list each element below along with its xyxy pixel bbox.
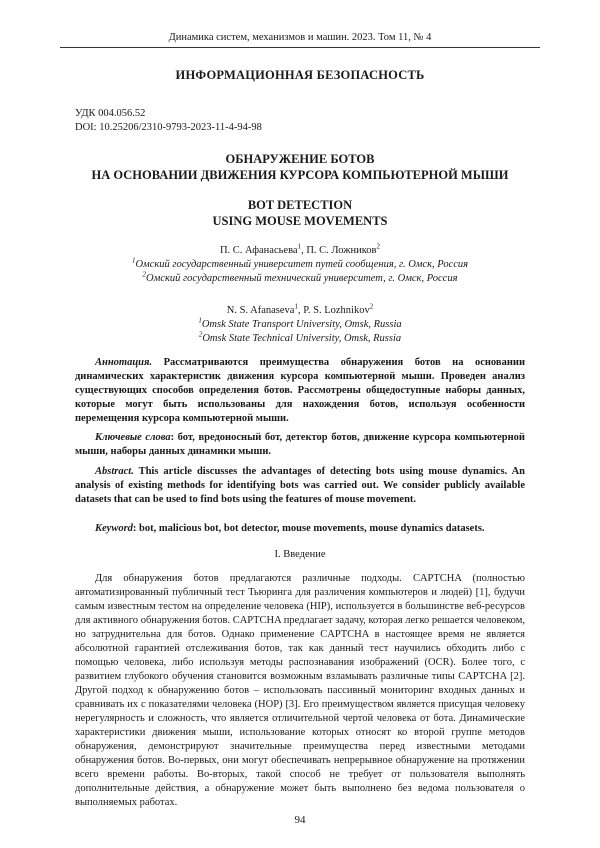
article-identifiers bbox=[75, 107, 262, 135]
affiliation-1-mark: 1 bbox=[132, 257, 136, 265]
running-header: Динамика систем, механизмов и машин. 2023. Том 11, № 4 bbox=[60, 32, 540, 48]
affiliation-2-ru bbox=[60, 272, 540, 286]
authors-ru bbox=[60, 244, 540, 286]
affiliation-1-text: Омский государственный университет путей сообщения, г. Омск, Россия bbox=[135, 259, 468, 270]
keywords-en-text: : bot, malicious bot, bot detector, mouse movements, mouse dynamics datasets. bbox=[133, 523, 485, 534]
abstract-ru bbox=[75, 356, 525, 426]
section-heading-introduction: I. Введение bbox=[0, 549, 600, 560]
author1-name: N. S. Afanaseva bbox=[227, 305, 295, 316]
affiliation-1-text: Omsk State Transport University, Omsk, Russia bbox=[202, 319, 402, 330]
abstract-en-text: This article discusses the advantages of detecting bots using mouse dynamics. An analysis of existing methods for identifying bots was carried out. We consider publicly available datasets that can be used to find bots using the features of mouse movement. bbox=[75, 466, 525, 505]
keywords-en-label: Keyword bbox=[95, 523, 133, 534]
authors-en bbox=[60, 304, 540, 346]
keywords-ru-text: : бот, вредоносный бот, детектор ботов, движение курсора компьютерной мыши, наборы данных динамики мыши. bbox=[75, 432, 525, 457]
author-names-en bbox=[60, 304, 540, 318]
affiliation-1-ru bbox=[60, 258, 540, 272]
author-separator: , bbox=[301, 245, 306, 256]
affiliation-2-text: Omsk State Technical University, Omsk, Russia bbox=[202, 333, 401, 344]
author1-name: П. С. Афанасьева bbox=[220, 245, 298, 256]
abstract-en bbox=[75, 465, 525, 507]
journal-page bbox=[0, 0, 600, 848]
abstract-ru-label: Аннотация. bbox=[95, 357, 152, 368]
affiliation-2-text: Омский государственный технический университет, г. Омск, Россия bbox=[146, 273, 457, 284]
author2-affiliation-mark: 2 bbox=[370, 303, 374, 311]
author2-name: P. S. Lozhnikov bbox=[303, 305, 370, 316]
title-en-line2: USING MOUSE MOVEMENTS bbox=[60, 213, 540, 229]
abstract-en-label: Abstract. bbox=[95, 466, 134, 477]
article-title-en bbox=[60, 197, 540, 229]
section-title: ИНФОРМАЦИОННАЯ БЕЗОПАСНОСТЬ bbox=[0, 68, 600, 83]
title-en-line1: BOT DETECTION bbox=[60, 197, 540, 213]
affiliation-1-en bbox=[60, 318, 540, 332]
title-ru-line2: НА ОСНОВАНИИ ДВИЖЕНИЯ КУРСОРА КОМПЬЮТЕРНОЙ МЫШИ bbox=[60, 167, 540, 183]
author1-affiliation-mark: 1 bbox=[294, 303, 298, 311]
keywords-ru-label: Ключевые слова bbox=[95, 432, 171, 443]
author2-affiliation-mark: 2 bbox=[377, 243, 381, 251]
page-number: 94 bbox=[0, 814, 600, 826]
affiliation-2-mark: 2 bbox=[143, 271, 147, 279]
abstract-ru-text: Рассматриваются преимущества обнаружения ботов на основании динамических характеристик движения курсора компьютерной мыши. Проведен анализ существующих способов определения ботов. Рассмотрены общедоступные наборы данных, которые могут быть использованы для нахождения ботов, используя особенности перемещения курсора компьютерной мыши. bbox=[75, 357, 525, 424]
doi-link[interactable]: DOI: 10.25206/2310-9793-2023-11-4-94-98 bbox=[75, 121, 262, 135]
affiliation-2-en bbox=[60, 332, 540, 346]
author2-name: П. С. Ложников bbox=[306, 245, 376, 256]
article-title-ru bbox=[60, 151, 540, 183]
author-separator: , bbox=[298, 305, 303, 316]
keywords-ru bbox=[75, 431, 525, 459]
affiliation-1-mark: 1 bbox=[198, 317, 202, 325]
affiliation-2-mark: 2 bbox=[199, 331, 203, 339]
keywords-en bbox=[75, 522, 525, 536]
udk-code: УДК 004.056.52 bbox=[75, 107, 262, 121]
title-ru-line1: ОБНАРУЖЕНИЕ БОТОВ bbox=[60, 151, 540, 167]
author1-affiliation-mark: 1 bbox=[298, 243, 302, 251]
introduction-paragraph: Для обнаружения ботов предлагаются различные подходы. CAPTCHA (полностью автоматизированный публичный тест Тьюринга для различения компьютеров и людей) [1], будучи самым известным тестом на определение человека (HIP), используется в большинстве веб-ресурсов для активного обнаружения ботов. CAPTCHA предлагает задачу, которая легко решается человеком, но затруднительна для ботов. Однако применение CAPTCHA в настоящее время не является абсолютной гарантией отслеживания ботов, так как данный тест научились обходить либо с помощью человека, либо используя методы распознавания изображений (OCR). Более того, с развитием глубокого обучения становится возможным взламывать различные типы CAPTCHA [2]. Другой подход к обнаружению ботов – использовать пассивный мониторинг входных данных и сравнивать их с показателями человека (HOP) [3]. Его преимуществом является присущая человеку нерегулярность и сложность, что является отличительной чертой человека от бота. Динамические характеристики движения мыши, использование которых относят ко второй группе методов обнаружения, демонстрируют значительные преимущества перед известными методами обнаружения ботов. Во-первых, они могут обеспечивать непрерывное обнаружение на протяжении всего времени работы. Во-вторых, такой способ не требует от пользователя выполнять дополнительные действия, а обнаружение может быть выполнено без ведома пользователя о выполняемых работах. bbox=[75, 572, 525, 810]
